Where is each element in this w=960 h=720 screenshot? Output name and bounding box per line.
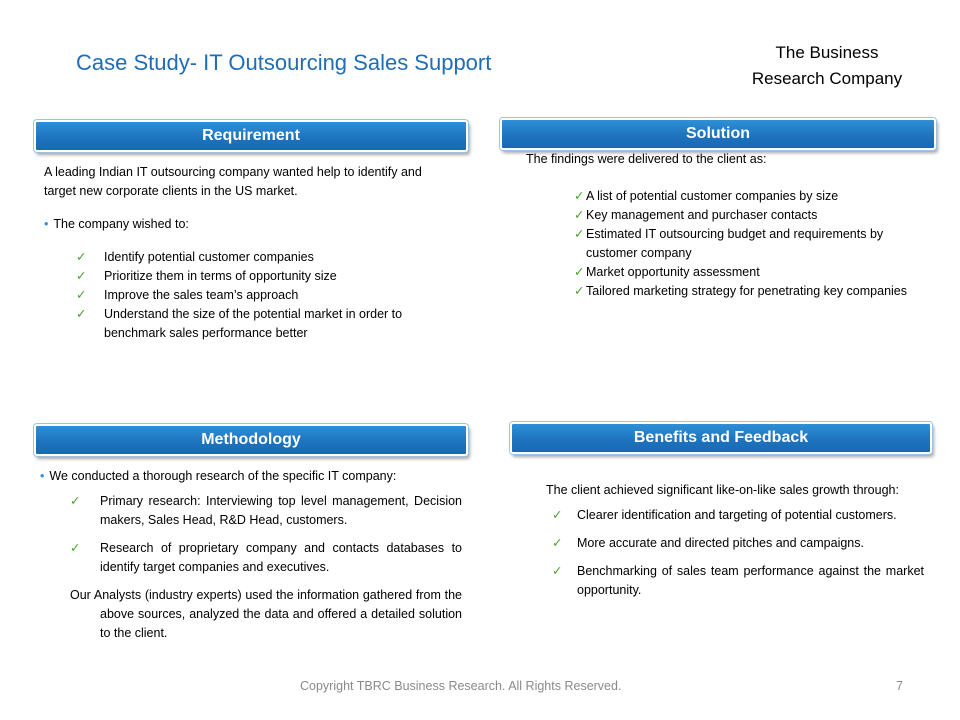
bullet-icon: • [44,217,49,231]
methodology-lead: • We conducted a thorough research of the specific IT company: [40,469,397,483]
methodology-item: ✓ Research of proprietary company and contacts databases to identify target companies and executives. [70,541,462,574]
footer-copyright: Copyright TBRC Business Research. All Rights Reserved. [300,679,622,693]
requirement-heading: Requirement [34,120,468,152]
check-icon: ✓ [552,536,563,550]
methodology-section [40,467,462,643]
benefits-section [546,481,924,600]
check-icon: ✓ [552,508,563,522]
check-icon: ✓ [552,564,563,578]
benefits-item: ✓ Clearer identification and targeting of potential customers. [552,506,924,525]
check-icon: ✓ [574,227,585,241]
requirement-intro: A leading Indian IT outsourcing company wanted help to identify and target new corporate clients in the US market. [44,165,422,198]
check-icon: ✓ [574,284,585,298]
bullet-icon: • [40,469,45,483]
methodology-item: ✓ Primary research: Interviewing top level management, Decision makers, Sales Head, R&D Head, customers. [70,494,462,527]
requirement-lead: • The company wished to: [44,217,189,231]
benefits-list [546,506,924,600]
solution-item: ✓ Tailored marketing strategy for penetrating key companies [574,282,926,301]
solution-section [526,150,926,301]
check-icon: ✓ [70,541,81,555]
benefits-intro: The client achieved significant like-on-like sales growth through: [546,483,899,497]
check-icon: ✓ [574,189,585,203]
check-icon: ✓ [76,269,87,283]
requirement-item: ✓ Improve the sales team’s approach [76,286,444,305]
requirement-item: ✓ Prioritize them in terms of opportunity size [76,267,444,286]
solution-list [526,187,926,301]
check-icon: ✓ [76,250,87,264]
check-icon: ✓ [574,265,585,279]
requirement-item: ✓ Identify potential customer companies [76,248,444,267]
page-number: 7 [896,679,903,693]
solution-item: ✓ Key management and purchaser contacts [574,206,926,225]
solution-item: ✓ A list of potential customer companies by size [574,187,926,206]
requirement-section [44,163,444,343]
company-line-2: Research Company [751,69,903,88]
page-title: Case Study- IT Outsourcing Sales Support [76,50,492,75]
check-icon: ✓ [76,288,87,302]
company-name [720,40,934,92]
check-icon: ✓ [574,208,585,222]
solution-item: ✓ Market opportunity assessment [574,263,926,282]
company-line-1: The Business [775,43,879,62]
benefits-item: ✓ More accurate and directed pitches and campaigns. [552,534,924,553]
methodology-list [40,492,462,577]
solution-item: ✓ Estimated IT outsourcing budget and requirements by customer company [574,227,884,260]
solution-heading: Solution [500,118,936,150]
requirement-list [44,248,444,343]
check-icon: ✓ [70,494,81,508]
methodology-closing: Our Analysts (industry experts) used the information gathered from the above sources, analyzed the data and offered a detailed solution to the client. [70,588,462,640]
benefits-item: ✓ Benchmarking of sales team performance against the market opportunity. [552,564,924,597]
check-icon: ✓ [76,307,87,321]
requirement-item: ✓ Understand the size of the potential market in order to benchmark sales performance better [76,307,403,340]
solution-intro: The findings were delivered to the client as: [526,152,767,166]
methodology-heading: Methodology [34,424,468,456]
benefits-heading: Benefits and Feedback [510,422,932,454]
